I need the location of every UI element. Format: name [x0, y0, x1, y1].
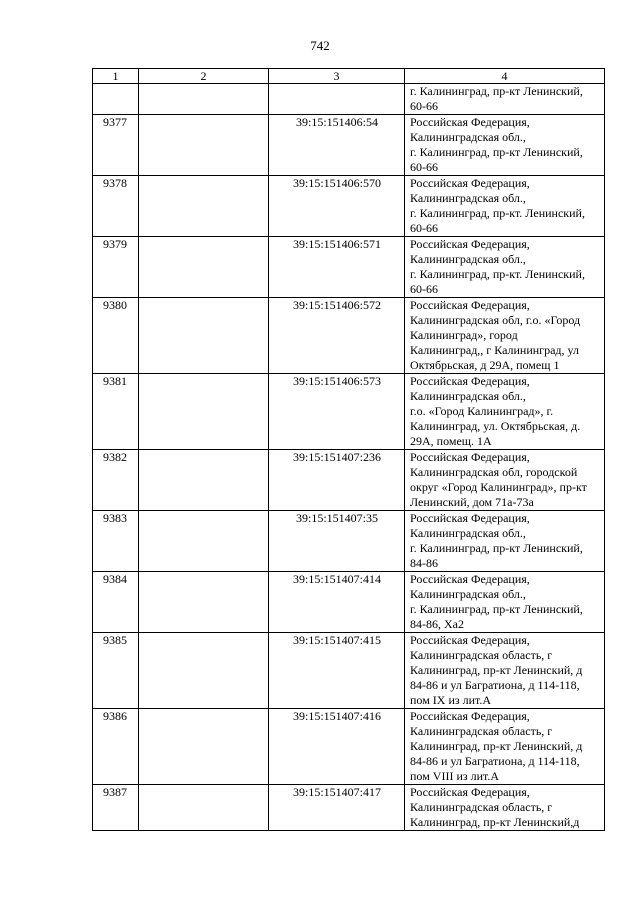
address-line: Калининградская обл.,: [410, 191, 526, 205]
address-cell: [405, 374, 605, 450]
address-line: г. Калининград, пр-кт Ленинский,: [410, 145, 583, 159]
table-row: [93, 785, 605, 831]
address-line: 60-66: [410, 160, 438, 174]
address-line: Российская Федерация,: [410, 572, 530, 586]
address-line: Калининград,, г Калининград, ул: [410, 343, 579, 357]
address-line: Российская Федерация,: [410, 176, 530, 190]
address-line: Калининградская обл.,: [410, 389, 526, 403]
address-line: Российская Федерация,: [410, 709, 530, 723]
address-line: Российская Федерация,: [410, 785, 530, 799]
cadastral-number-cell: 39:15:151406:572: [269, 298, 405, 374]
address-line: 84-86 и ул Багратиона, д 114-118,: [410, 754, 580, 768]
table-row: [93, 237, 605, 298]
address-line: 84-86 и ул Багратиона, д 114-118,: [410, 678, 580, 692]
address-cell: [405, 709, 605, 785]
address-line: Калининград, пр-кт Ленинский,д: [410, 815, 580, 829]
cadastral-number-cell: 39:15:151406:573: [269, 374, 405, 450]
column-2-cell: [139, 237, 269, 298]
table-row: [93, 176, 605, 237]
column-2-cell: [139, 115, 269, 176]
address-line: Калининградская область, г: [410, 800, 553, 814]
address-cell: [405, 511, 605, 572]
column-header-1: 1: [93, 69, 139, 84]
table-row: [93, 298, 605, 374]
column-header-4: 4: [405, 69, 605, 84]
column-2-cell: [139, 298, 269, 374]
column-header-2: 2: [139, 69, 269, 84]
column-2-cell: [139, 84, 269, 115]
address-line: г. Калининград, пр-кт Ленинский,: [410, 541, 583, 555]
table-header-row: [93, 69, 605, 84]
table-row: [93, 633, 605, 709]
address-line: округ «Город Калининград», пр-кт: [410, 480, 587, 494]
row-number-cell: 9379: [93, 237, 139, 298]
cadastral-number-cell: 39:15:151406:570: [269, 176, 405, 237]
column-2-cell: [139, 450, 269, 511]
address-line: Российская Федерация,: [410, 115, 530, 129]
address-line: Калининградская обл.,: [410, 526, 526, 540]
column-2-cell: [139, 511, 269, 572]
row-number-cell: 9386: [93, 709, 139, 785]
address-line: Калининградская область, г: [410, 724, 553, 738]
column-2-cell: [139, 176, 269, 237]
address-line: пом IX из лит.А: [410, 693, 492, 707]
address-line: Калининградская обл.,: [410, 587, 526, 601]
address-line: г. Калининград, пр-кт Ленинский,: [410, 602, 583, 616]
registry-table: [92, 68, 605, 831]
address-line: 60-66: [410, 99, 438, 113]
address-line: Калининград, пр-кт Ленинский, д: [410, 739, 583, 753]
row-number-cell: 9383: [93, 511, 139, 572]
row-number-cell: 9387: [93, 785, 139, 831]
address-line: г. Калининград, пр-кт Ленинский,: [410, 84, 583, 98]
address-line: Калининградская обл.,: [410, 130, 526, 144]
row-number-cell: 9381: [93, 374, 139, 450]
cadastral-number-cell: 39:15:151407:417: [269, 785, 405, 831]
address-line: 29А, помещ. 1А: [410, 434, 492, 448]
address-line: Октябрьская, д 29А, помещ 1: [410, 358, 560, 372]
address-line: 84-86: [410, 556, 438, 570]
address-line: Ленинский, дом 71а-73а: [410, 495, 534, 509]
address-line: Российская Федерация,: [410, 237, 530, 251]
registry-table-body: [93, 69, 605, 831]
cadastral-number-cell: 39:15:151407:414: [269, 572, 405, 633]
address-cell: [405, 298, 605, 374]
address-line: 60-66: [410, 282, 438, 296]
cadastral-number-cell: 39:15:151406:571: [269, 237, 405, 298]
row-number-cell: 9380: [93, 298, 139, 374]
table-row: [93, 572, 605, 633]
table-row: [93, 115, 605, 176]
address-line: Калининградская обл.,: [410, 252, 526, 266]
address-line: Калининградская обл, городской: [410, 465, 578, 479]
address-line: Калининградская область, г: [410, 648, 553, 662]
address-line: пом VIII из лит.А: [410, 769, 500, 783]
address-cell: [405, 176, 605, 237]
column-2-cell: [139, 709, 269, 785]
row-number-cell: 9377: [93, 115, 139, 176]
column-2-cell: [139, 785, 269, 831]
address-line: Калининград», город: [410, 328, 518, 342]
table-row: [93, 450, 605, 511]
column-2-cell: [139, 572, 269, 633]
cadastral-number-cell: 39:15:151407:236: [269, 450, 405, 511]
row-number-cell: 9384: [93, 572, 139, 633]
address-cell: [405, 785, 605, 831]
table-row: [93, 374, 605, 450]
table-row: [93, 511, 605, 572]
table-row: [93, 709, 605, 785]
row-number-cell: 9382: [93, 450, 139, 511]
row-number-cell: 9378: [93, 176, 139, 237]
address-cell: [405, 572, 605, 633]
address-line: Калининград, ул. Октябрьская, д.: [410, 419, 581, 433]
address-cell: [405, 633, 605, 709]
row-number-cell: [93, 84, 139, 115]
address-line: Российская Федерация,: [410, 633, 530, 647]
column-2-cell: [139, 374, 269, 450]
cadastral-number-cell: 39:15:151407:415: [269, 633, 405, 709]
address-cell: [405, 115, 605, 176]
column-header-3: 3: [269, 69, 405, 84]
address-cell: [405, 84, 605, 115]
address-line: 60-66: [410, 221, 438, 235]
page-number: 742: [310, 38, 330, 53]
cadastral-number-cell: [269, 84, 405, 115]
table-row: [93, 84, 605, 115]
address-line: Калининград, пр-кт Ленинский, д: [410, 663, 583, 677]
address-cell: [405, 237, 605, 298]
cadastral-number-cell: 39:15:151407:416: [269, 709, 405, 785]
address-line: Российская Федерация,: [410, 298, 530, 312]
address-line: 84-86, Ха2: [410, 617, 464, 631]
address-line: г. Калининград, пр-кт. Ленинский,: [410, 206, 585, 220]
address-line: Российская Федерация,: [410, 374, 530, 388]
address-line: Калининградская обл, г.о. «Город: [410, 313, 581, 327]
address-line: Российская Федерация,: [410, 511, 530, 525]
column-2-cell: [139, 633, 269, 709]
address-line: г. Калининград, пр-кт. Ленинский,: [410, 267, 585, 281]
address-line: г.о. «Город Калининград», г.: [410, 404, 554, 418]
cadastral-number-cell: 39:15:151407:35: [269, 511, 405, 572]
cadastral-number-cell: 39:15:151406:54: [269, 115, 405, 176]
address-line: Российская Федерация,: [410, 450, 530, 464]
address-cell: [405, 450, 605, 511]
row-number-cell: 9385: [93, 633, 139, 709]
